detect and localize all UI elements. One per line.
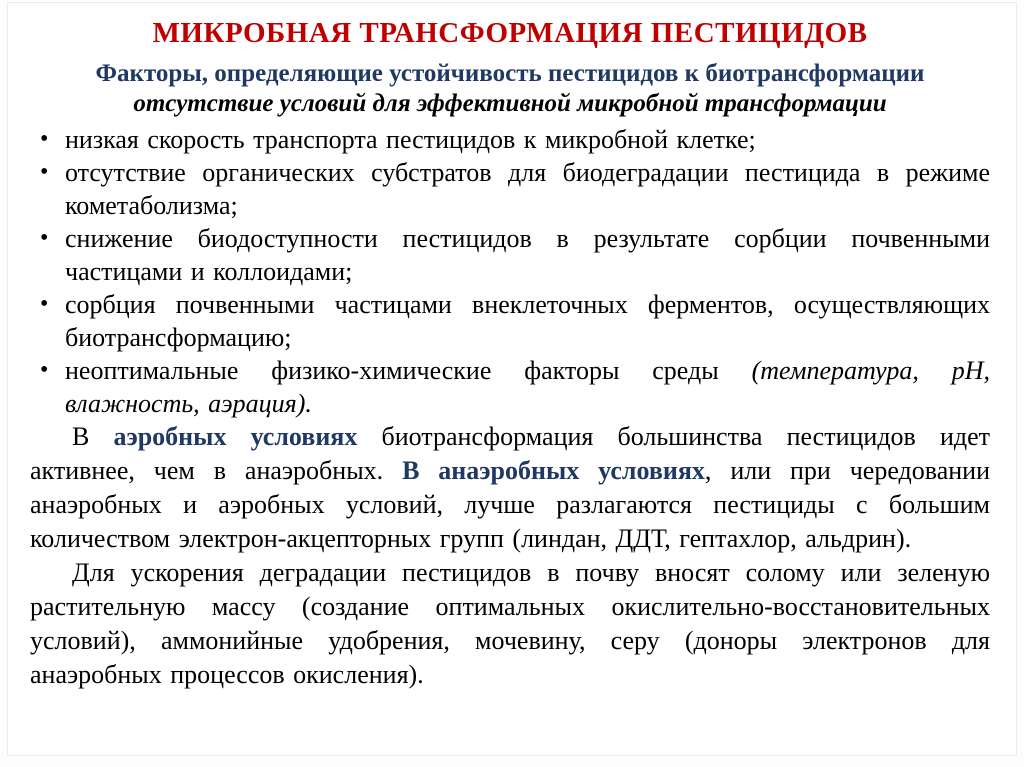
- slide-title: МИКРОБНАЯ ТРАНСФОРМАЦИЯ ПЕСТИЦИДОВ: [152, 17, 868, 49]
- text-run: низкая скорость транспорта пестицидов к микробной клетке;: [65, 125, 756, 154]
- text-run: В анаэробных условиях: [402, 456, 705, 485]
- subtitle-factors: Факторы, определяющие устойчивость пестицидов к биотрансформации: [95, 60, 925, 87]
- list-item: [30, 156, 990, 222]
- list-item: [30, 354, 990, 420]
- text-run: (температура, рН, влажность, аэрация).: [65, 356, 990, 418]
- text-run: , или при чередовании анаэробных и аэробных условий, лучше разлагаются пестициды с большим количеством электрон-акцепторных групп (линдан, ДДТ, гептахлор, альдрин).: [30, 456, 990, 553]
- text-run: неоптимальные физико-химические факторы среды: [65, 356, 752, 385]
- text-run: аэробных условиях: [113, 422, 358, 451]
- text-run: отсутствие органических субстратов для биодеградации пестицида в режиме кометаболизма;: [65, 158, 990, 220]
- list-item: [30, 222, 990, 288]
- subtitle-conditions: отсутствие условий для эффективной микробной трансформации: [133, 90, 887, 117]
- slide: [8, 3, 1016, 755]
- text-run: биотрансформация большинства пестицидов идет активнее, чем в анаэробных.: [30, 422, 991, 485]
- paragraphs: [30, 420, 990, 692]
- text-run: Для ускорения деградации пестицидов в почву вносят солому или зеленую растительную массу (создание оптимальных окислительно-восстановительных условий), аммонийные удобрения, мочевину, серу (доноры электронов для анаэробных процессов окисления).: [30, 558, 990, 689]
- factors-list: [30, 123, 990, 420]
- text-run: сорбция почвенными частицами внеклеточных ферментов, осуществляющих биотрансформацию;: [65, 290, 990, 352]
- list-item: [30, 123, 990, 156]
- paragraph: [30, 420, 990, 556]
- text-run: снижение биодоступности пестицидов в результате сорбции почвенными частицами и коллоидами;: [65, 224, 990, 286]
- paragraph: [30, 556, 990, 692]
- text-run: В: [72, 422, 114, 451]
- list-item: [30, 288, 990, 354]
